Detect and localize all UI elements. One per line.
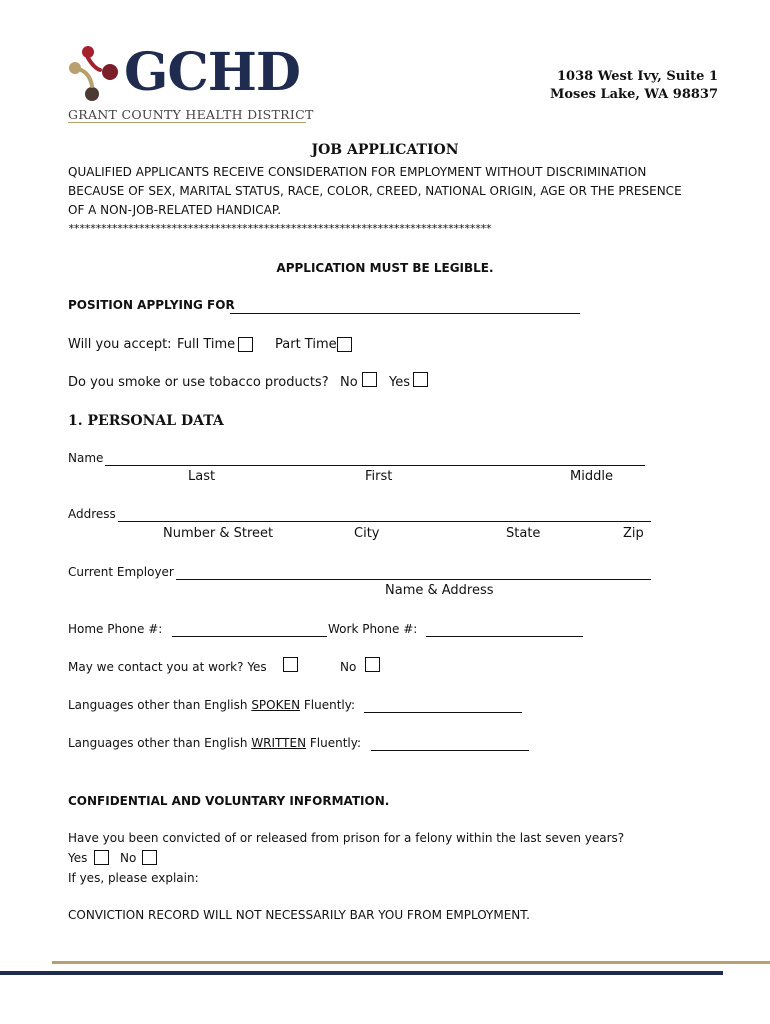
work-phone-field[interactable]	[426, 622, 583, 637]
work-phone-label: Work Phone #:	[328, 622, 418, 636]
smoke-no-checkbox[interactable]	[362, 372, 377, 387]
page-title: JOB APPLICATION	[311, 142, 459, 158]
lang-written-label	[68, 736, 361, 750]
city-caption: City	[354, 526, 380, 541]
name-field[interactable]	[105, 451, 645, 466]
street-caption: Number & Street	[163, 526, 274, 541]
contact-yes-checkbox[interactable]	[283, 657, 298, 672]
full-time-checkbox[interactable]	[238, 337, 253, 352]
address-line-2: Moses Lake, WA 98837	[550, 87, 718, 102]
zip-caption: Zip	[623, 526, 644, 541]
notice-line-3: OF A NON-JOB-RELATED HANDICAP.	[68, 203, 282, 217]
footer-gold-bar	[52, 961, 770, 964]
part-time-checkbox[interactable]	[337, 337, 352, 352]
home-phone-field[interactable]	[172, 622, 327, 637]
position-field[interactable]	[230, 299, 580, 314]
home-phone-label: Home Phone #:	[68, 622, 163, 636]
logo-underline	[68, 122, 306, 123]
org-name: GRANT COUNTY HEALTH DISTRICT	[68, 107, 314, 122]
asterisk-divider: ******************************************************************************	[68, 222, 491, 235]
position-label: POSITION APPLYING FOR	[68, 298, 235, 312]
section-personal-data: 1. PERSONAL DATA	[68, 413, 224, 429]
name-label: Name	[68, 451, 104, 465]
legible-notice: APPLICATION MUST BE LEGIBLE.	[276, 261, 494, 275]
name-last-caption: Last	[188, 469, 216, 484]
lang-spoken-label	[68, 698, 355, 712]
contact-label: May we contact you at work? Yes	[68, 660, 267, 674]
smoke-yes-checkbox[interactable]	[413, 372, 428, 387]
employer-label: Current Employer	[68, 565, 174, 579]
smoke-label: Do you smoke or use tobacco products?	[68, 375, 329, 390]
smoke-no-label: No	[340, 375, 358, 390]
full-time-label: Full Time	[177, 337, 236, 352]
accept-label: Will you accept:	[68, 337, 172, 352]
part-time-label: Part Time	[275, 337, 337, 352]
contact-no-checkbox[interactable]	[365, 657, 380, 672]
felony-question: Have you been convicted of or released from prison for a felony within the last seven years?	[68, 831, 625, 845]
lang-written-key: WRITTEN	[251, 736, 307, 750]
smoke-yes-label: Yes	[389, 375, 410, 390]
felony-yes-label: Yes	[68, 851, 88, 865]
logo-text: GCHD	[124, 42, 301, 103]
logo-emblem-icon	[66, 44, 124, 104]
address-label: Address	[68, 507, 116, 521]
felony-explain: If yes, please explain:	[68, 871, 199, 885]
footer-navy-bar-left	[0, 971, 367, 975]
state-caption: State	[506, 526, 541, 541]
felony-no-checkbox[interactable]	[142, 850, 157, 865]
confidential-heading: CONFIDENTIAL AND VOLUNTARY INFORMATION.	[68, 794, 390, 808]
felony-yes-checkbox[interactable]	[94, 850, 109, 865]
lang-written-post: Fluently:	[306, 736, 362, 750]
footer-navy-bar-right	[367, 971, 723, 975]
name-first-caption: First	[365, 469, 393, 484]
lang-spoken-key: SPOKEN	[251, 698, 301, 712]
conviction-note: CONVICTION RECORD WILL NOT NECESSARILY BAR YOU FROM EMPLOYMENT.	[68, 908, 530, 922]
lang-written-pre: Languages other than English	[68, 736, 252, 750]
employer-field[interactable]	[176, 565, 651, 580]
lang-spoken-field[interactable]	[364, 698, 522, 713]
lang-written-field[interactable]	[371, 736, 529, 751]
address-line-1: 1038 West Ivy, Suite 1	[557, 69, 718, 84]
lang-spoken-pre: Languages other than English	[68, 698, 252, 712]
felony-no-label: No	[120, 851, 137, 865]
notice-line-2: BECAUSE OF SEX, MARITAL STATUS, RACE, COLOR, CREED, NATIONAL ORIGIN, AGE OR THE PRESENCE	[68, 184, 682, 198]
employer-caption: Name & Address	[385, 583, 494, 598]
lang-spoken-post: Fluently:	[300, 698, 356, 712]
name-middle-caption: Middle	[570, 469, 613, 484]
contact-no-label: No	[340, 660, 357, 674]
notice-line-1: QUALIFIED APPLICANTS RECEIVE CONSIDERATION FOR EMPLOYMENT WITHOUT DISCRIMINATION	[68, 165, 647, 179]
address-field[interactable]	[118, 507, 651, 522]
